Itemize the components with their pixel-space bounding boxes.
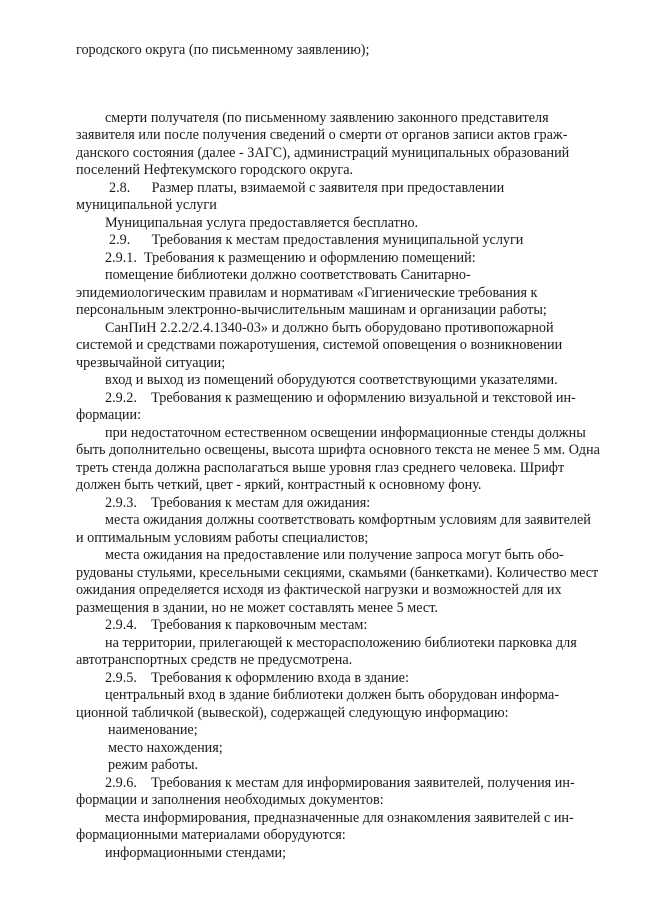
- text-line: чрезвычайной ситуации;: [76, 355, 226, 371]
- text-line: заявителя или после получения сведений о смерти от органов записи актов граж-: [76, 127, 568, 143]
- text-line: рудованы стульями, кресельными секциями, скамьями (банкетками). Количество мест: [76, 565, 599, 581]
- text-line: ожидания определяется исходя из фактической нагрузки и возможностей для их: [76, 582, 562, 598]
- text-line: при недостаточном естественном освещении информационные стенды должны: [105, 425, 586, 441]
- text-line: персональным электронно-вычислительным машинам и организации работы;: [76, 302, 547, 318]
- text-line: треть стенда должна располагаться выше уровня глаз среднего человека. Шрифт: [76, 460, 565, 476]
- text-line: размещения в здании, но не может составлять менее 5 мест.: [76, 600, 438, 616]
- text-line: смерти получателя (по письменному заявлению законного представителя: [105, 110, 549, 126]
- section-heading: 2.9. Требования к местам предоставления муниципальной услуги: [109, 232, 524, 248]
- text-line: места ожидания на предоставление или получение запроса могут быть обо-: [105, 547, 564, 563]
- text-line: быть дополнительно освещены, высота шрифта основного текста не менее 5 мм. Одна: [76, 442, 600, 458]
- text-line: вход и выход из помещений оборудуются соответствующими указателями.: [105, 372, 558, 388]
- text-line: на территории, прилегающей к месторасположению библиотеки парковка для: [105, 635, 577, 651]
- section-heading: 2.9.2. Требования к размещению и оформлению визуальной и текстовой ин-: [105, 390, 576, 406]
- section-heading: 2.9.1. Требования к размещению и оформлению помещений:: [105, 250, 476, 266]
- text-line: данского состояния (далее - ЗАГС), администраций муниципальных образований: [76, 145, 570, 161]
- text-line: информационными стендами;: [105, 845, 287, 861]
- text-line: Муниципальная услуга предоставляется бесплатно.: [105, 215, 419, 231]
- text-line: формации:: [76, 407, 142, 423]
- text-line: и оптимальным условиям работы специалистов;: [76, 530, 369, 546]
- text-line: должен быть четкий, цвет - яркий, контрастный к основному фону.: [76, 477, 482, 493]
- text-line: городского округа (по письменному заявлению);: [76, 42, 370, 58]
- section-heading: 2.9.3. Требования к местам для ожидания:: [105, 495, 371, 511]
- text-line: места ожидания должны соответствовать комфортным условиям для заявителей: [105, 512, 591, 528]
- text-line: СанПиН 2.2.2/2.4.1340-03» и должно быть оборудовано противопожарной: [105, 320, 554, 336]
- text-line: формационными материалами оборудуются:: [76, 827, 346, 843]
- text-line: центральный вход в здание библиотеки должен быть оборудован информа-: [105, 687, 560, 703]
- list-item: режим работы.: [108, 757, 199, 773]
- text-line: помещение библиотеки должно соответствовать Санитарно-: [105, 267, 471, 283]
- text-line: системой и средствами пожаротушения, системой оповещения о возникновении: [76, 337, 563, 353]
- list-item: место нахождения;: [108, 740, 223, 756]
- text-line: автотранспортных средств не предусмотрена.: [76, 652, 353, 668]
- text-line: поселений Нефтекумского городского округа.: [76, 162, 354, 178]
- section-heading: 2.9.5. Требования к оформлению входа в здание:: [105, 670, 409, 686]
- text-line: эпидемиологическим правилам и нормативам «Гигиенические требования к: [76, 285, 538, 301]
- text-line: формации и заполнения необходимых документов:: [76, 792, 384, 808]
- text-line: муниципальной услуги: [76, 197, 217, 213]
- text-line: ционной табличкой (вывеской), содержащей следующую информацию:: [76, 705, 509, 721]
- section-heading: 2.9.6. Требования к местам для информирования заявителей, получения ин-: [105, 775, 575, 791]
- section-heading: 2.8. Размер платы, взимаемой с заявителя при предоставлении: [109, 180, 505, 196]
- section-heading: 2.9.4. Требования к парковочным местам:: [105, 617, 368, 633]
- text-line: места информирования, предназначенные для ознакомления заявителей с ин-: [105, 810, 574, 826]
- list-item: наименование;: [108, 722, 198, 738]
